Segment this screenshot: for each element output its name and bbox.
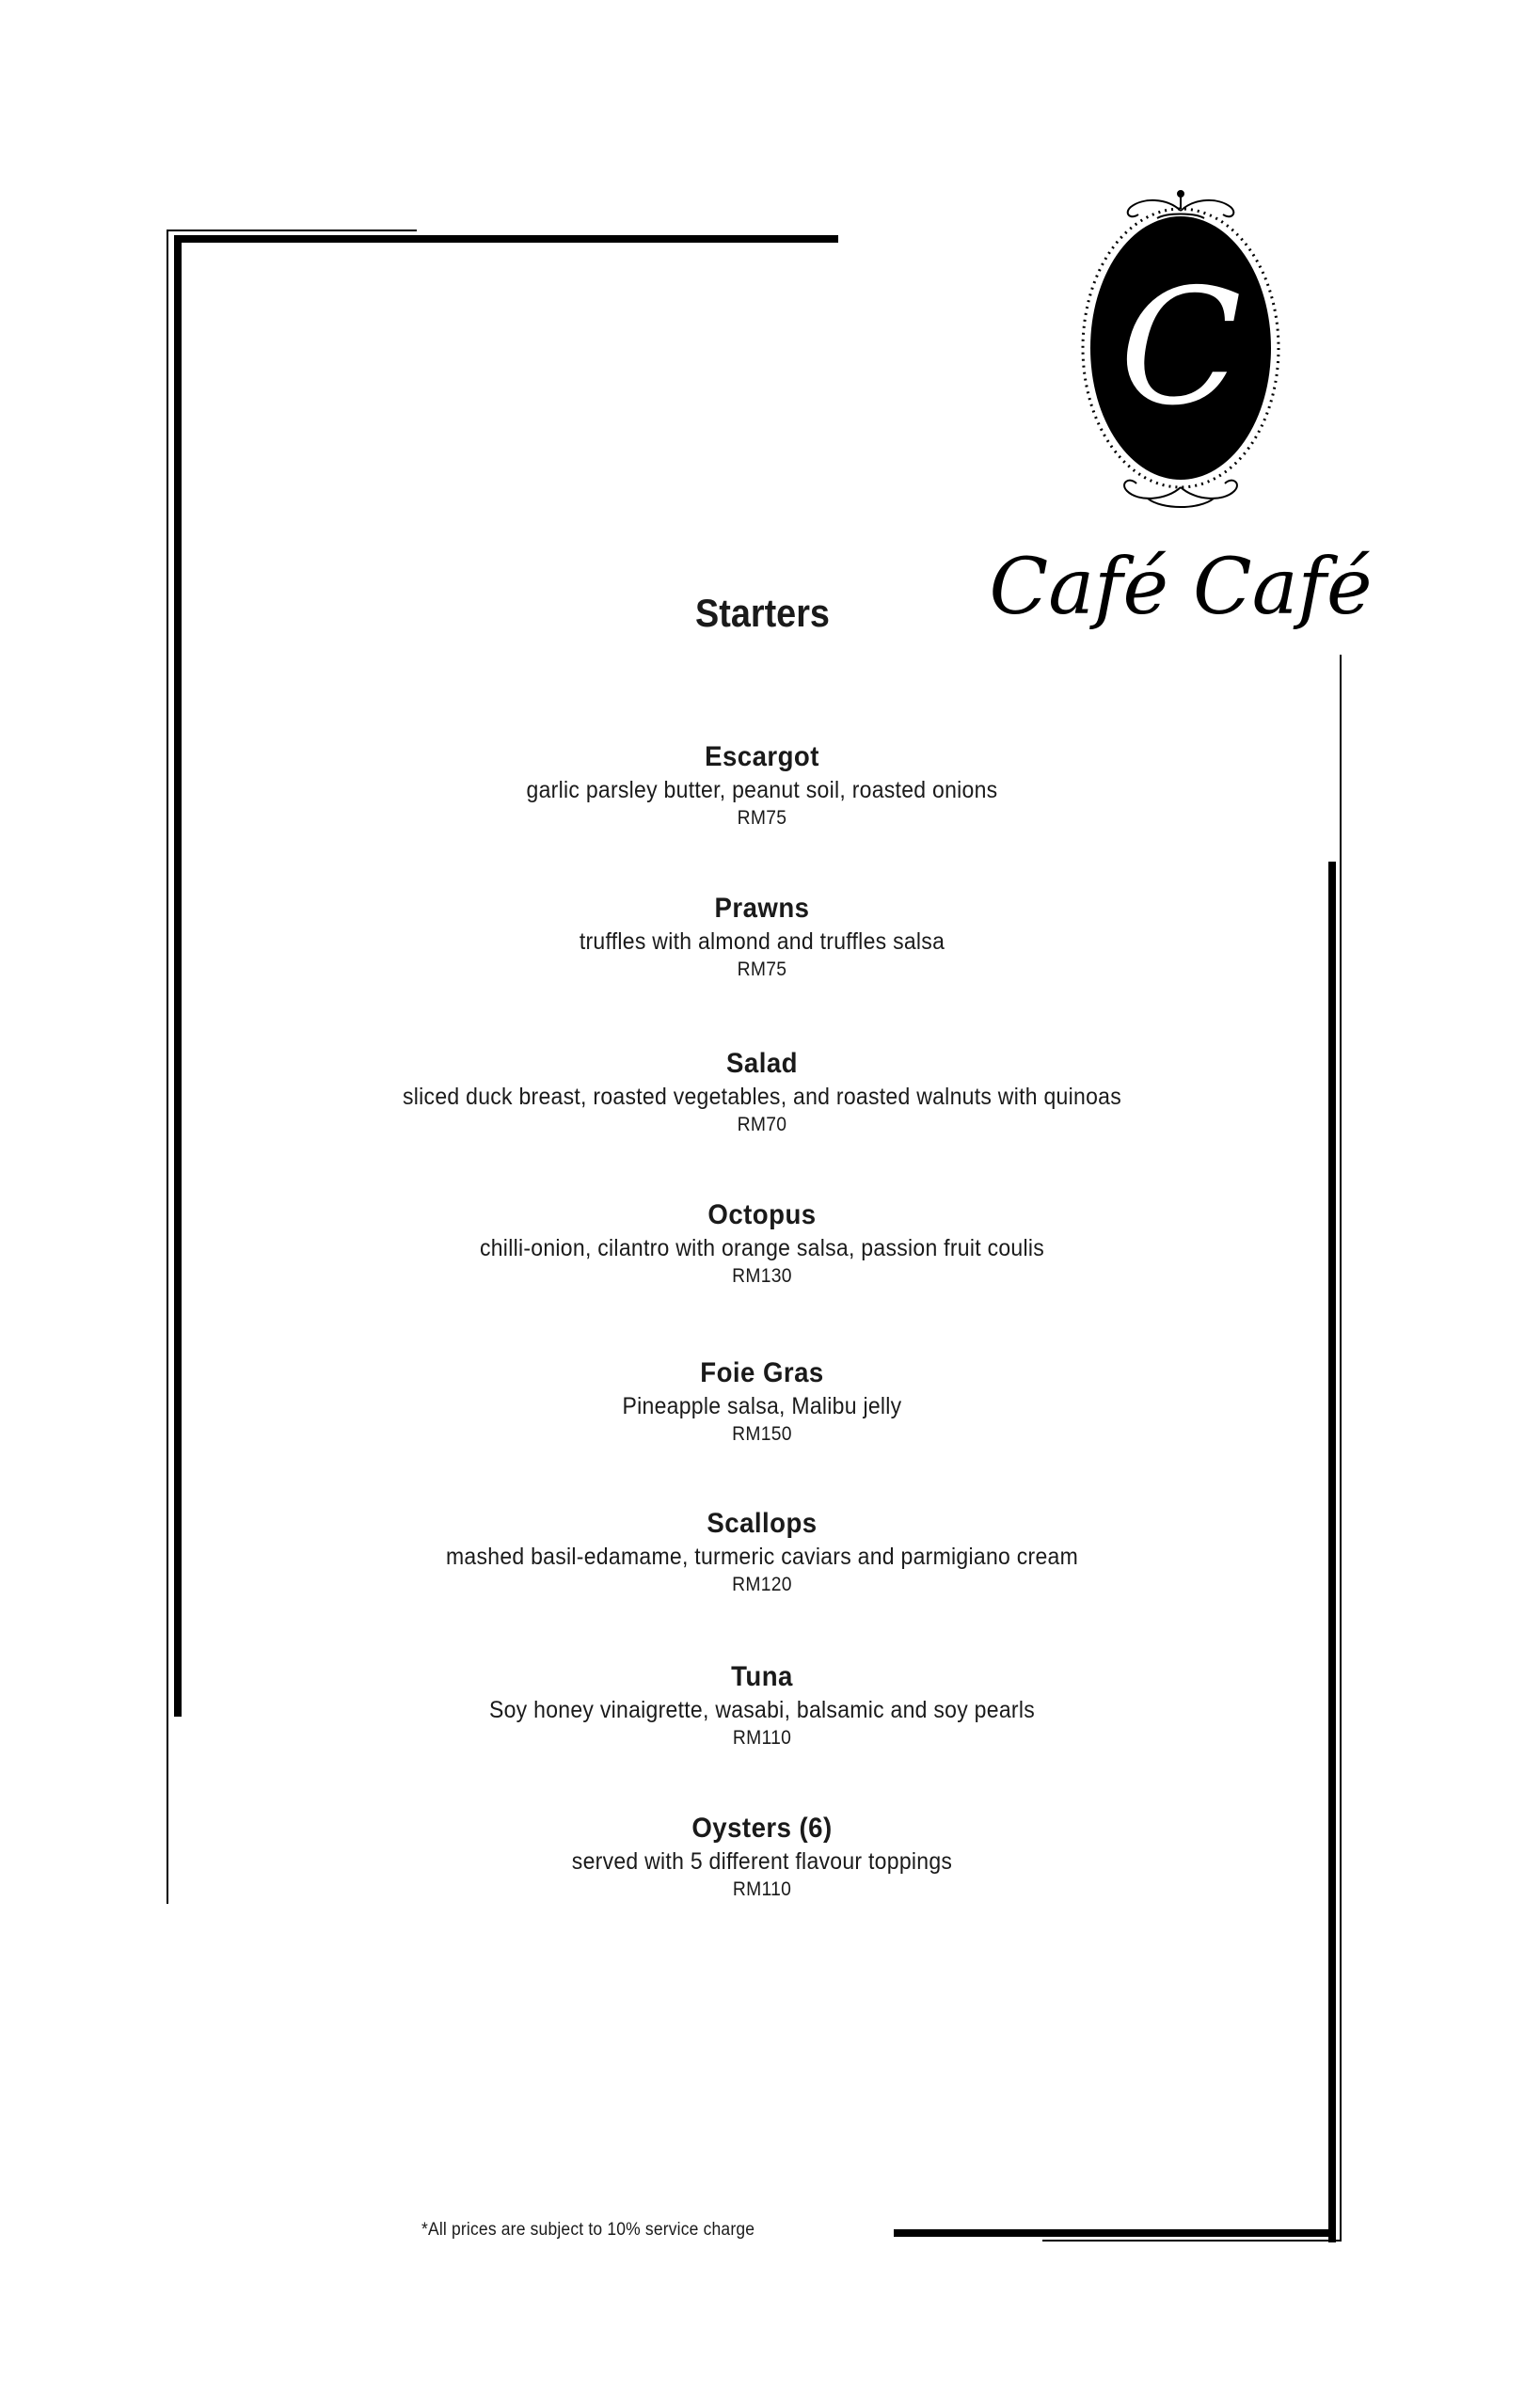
frame-left-thin-vertical (167, 230, 168, 1904)
item-description: Pineapple salsa, Malibu jelly (622, 1393, 902, 1419)
frame-top-left-thick-horizontal (174, 235, 838, 243)
item-description: mashed basil-edamame, turmeric caviars and parmigiano cream (445, 1544, 1079, 1570)
frame-bottom-thick-horizontal (894, 2229, 1336, 2237)
brand-wordmark: Café Café (989, 543, 1373, 632)
item-description: chilli-onion, cilantro with orange salsa, passion fruit coulis (479, 1235, 1045, 1261)
item-name: Octopus (707, 1199, 817, 1230)
item-description: garlic parsley butter, peanut soil, roasted onions (526, 777, 998, 803)
menu-item (310, 1506, 1214, 1598)
item-name: Scallops (707, 1508, 818, 1539)
service-charge-footnote: *All prices are subject to 10% service charge (421, 2220, 755, 2240)
menu-item (310, 1811, 1214, 1903)
item-name: Tuna (731, 1661, 793, 1692)
bottom-flourish-icon (1124, 481, 1237, 507)
monogram-text: C (1119, 255, 1243, 441)
item-price: RM130 (732, 1265, 792, 1287)
logo-graphic (989, 188, 1373, 658)
section-title: Starters (695, 591, 830, 635)
item-description: Soy honey vinaigrette, wasabi, balsamic and soy pearls (488, 1697, 1035, 1723)
frame-top-left-thin-horizontal (167, 230, 417, 231)
item-price: RM150 (732, 1423, 792, 1445)
menu-item (310, 1197, 1214, 1290)
menu-item (310, 1046, 1214, 1138)
menu-item (310, 1355, 1214, 1448)
frame-left-thick-vertical (174, 235, 182, 1717)
item-price: RM110 (732, 1878, 792, 1900)
cafe-logo (989, 188, 1373, 658)
item-description: truffles with almond and truffles salsa (579, 928, 945, 955)
item-description: served with 5 different flavour toppings (571, 1848, 953, 1875)
item-price: RM70 (737, 1114, 787, 1135)
item-name: Escargot (705, 741, 819, 772)
frame-right-thick-vertical (1328, 862, 1336, 2242)
item-price: RM75 (737, 807, 787, 829)
item-name: Foie Gras (700, 1357, 824, 1388)
item-price: RM75 (737, 958, 787, 980)
menu-item (310, 1659, 1214, 1751)
item-name: Salad (726, 1048, 798, 1079)
item-name: Oysters (6) (691, 1813, 833, 1844)
frame-bottom-thin-horizontal (1042, 2240, 1342, 2242)
item-description: sliced duck breast, roasted vegetables, and roasted walnuts with quinoas (402, 1084, 1121, 1110)
top-flourish-icon (1128, 191, 1234, 218)
menu-item (310, 739, 1214, 832)
item-price: RM110 (732, 1727, 792, 1749)
frame-right-thin-vertical (1340, 655, 1342, 2241)
menu-item (310, 891, 1214, 983)
item-name: Prawns (714, 893, 810, 924)
item-price: RM120 (732, 1574, 792, 1595)
